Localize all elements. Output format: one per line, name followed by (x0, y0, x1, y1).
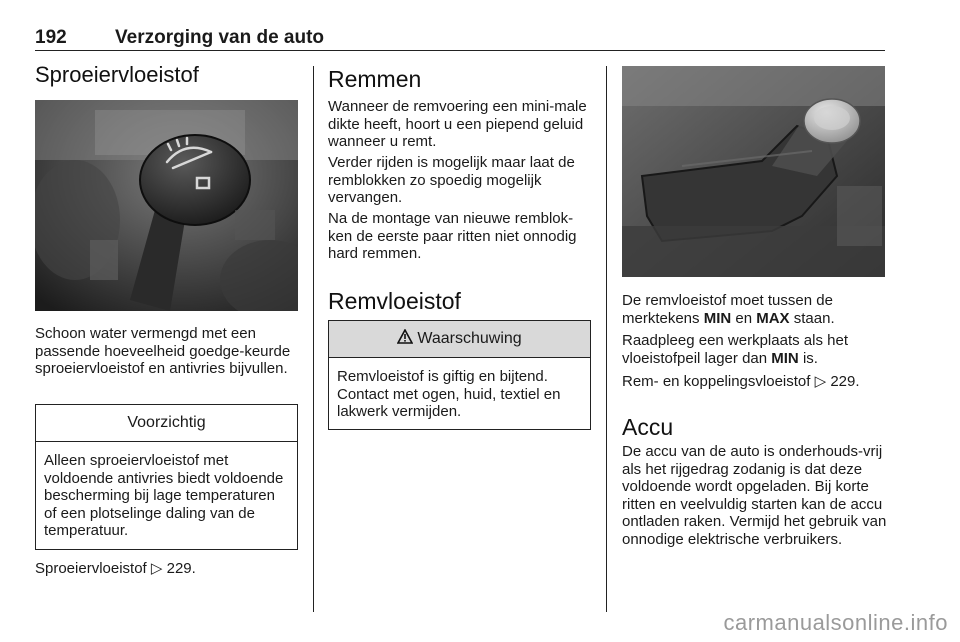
max-mark: MAX (756, 309, 790, 327)
brakes-paragraph-1: Wanneer de remvoering een mini-male dikte heeft, hoort u een piepend geluid wanneer u remt. (328, 98, 587, 150)
caution-title: Voorzichtig (36, 405, 297, 442)
column-divider (606, 66, 607, 612)
warning-title: Waarschuwing (417, 330, 522, 347)
page-ref-arrow-icon: ▷ (814, 373, 827, 390)
washer-reservoir-photo (35, 100, 298, 311)
reference-label: Rem- en koppelingsvloeistof (622, 373, 811, 390)
battery-paragraph: De accu van de auto is onderhouds-vrij als het rijgedrag zodanig is dat deze voldoende wordt opgeladen. Bij korte ritten en veelvuldig starten kan de accu ontladen raken. Vermijd het gebruik van onnodige elektrische verbruikers. (622, 443, 887, 548)
reference-page-link[interactable]: 229. (830, 373, 860, 390)
brakes-paragraph-3: Na de montage van nieuwe remblok-ken de eerste paar ritten niet onnodig hard remmen. (328, 210, 577, 262)
and-text: en (735, 309, 753, 327)
workshop-paragraph (622, 332, 885, 367)
reference-page-link[interactable]: 229. (166, 560, 196, 577)
caution-text: Alleen sproeiervloeistof met voldoende antivries biedt voldoende bescherming bij lage temperaturen of een plotselinge daling van de temperatuur. (44, 452, 284, 539)
brake-fluid-reservoir-photo (622, 66, 885, 277)
reference-label: Sproeiervloeistof (35, 560, 147, 577)
warning-box (328, 320, 591, 430)
caution-box (35, 404, 298, 550)
min-mark: MIN (771, 349, 799, 367)
brake-fluid-level-paragraph (622, 292, 885, 327)
page-ref-arrow-icon: ▷ (150, 560, 163, 577)
section-heading-brakes: Remmen (328, 66, 422, 92)
washer-fluid-reference (35, 560, 298, 578)
section-heading-brake-fluid: Remvloeistof (328, 288, 461, 314)
brake-fluid-reference (622, 373, 885, 391)
column-divider (313, 66, 314, 612)
section-heading-washer-fluid: Sproeiervloeistof (35, 62, 199, 87)
chapter-title: Verzorging van de auto (115, 27, 325, 48)
column-left (35, 62, 298, 88)
brakes-paragraph-2: Verder rijden is mogelijk maar laat de remblokken zo spoedig mogelijk vervangen. (328, 154, 575, 206)
warning-text: Remvloeistof is giftig en bijtend. Contact met ogen, huid, textiel en lakwerk vermijden. (337, 368, 561, 420)
min-mark: MIN (703, 309, 732, 327)
warning-triangle-icon (397, 329, 413, 349)
level-text: De remvloeistof moet tussen de merktekens (622, 292, 833, 327)
workshop-text: Raadpleeg een werkplaats als het vloeistofpeil lager dan (622, 332, 848, 367)
page-header (35, 27, 885, 51)
stand-text: staan. (793, 309, 835, 327)
is-text: is. (802, 349, 818, 367)
washer-fluid-paragraph: Schoon water vermengd met een passende hoeveelheid goedge-keurde sproeiervloeistof en antivries bijvullen. (35, 325, 291, 377)
watermark: carmanualsonline.info (723, 610, 948, 635)
section-heading-battery: Accu (622, 414, 674, 440)
page-number: 192 (35, 27, 67, 48)
warning-header (329, 321, 590, 358)
